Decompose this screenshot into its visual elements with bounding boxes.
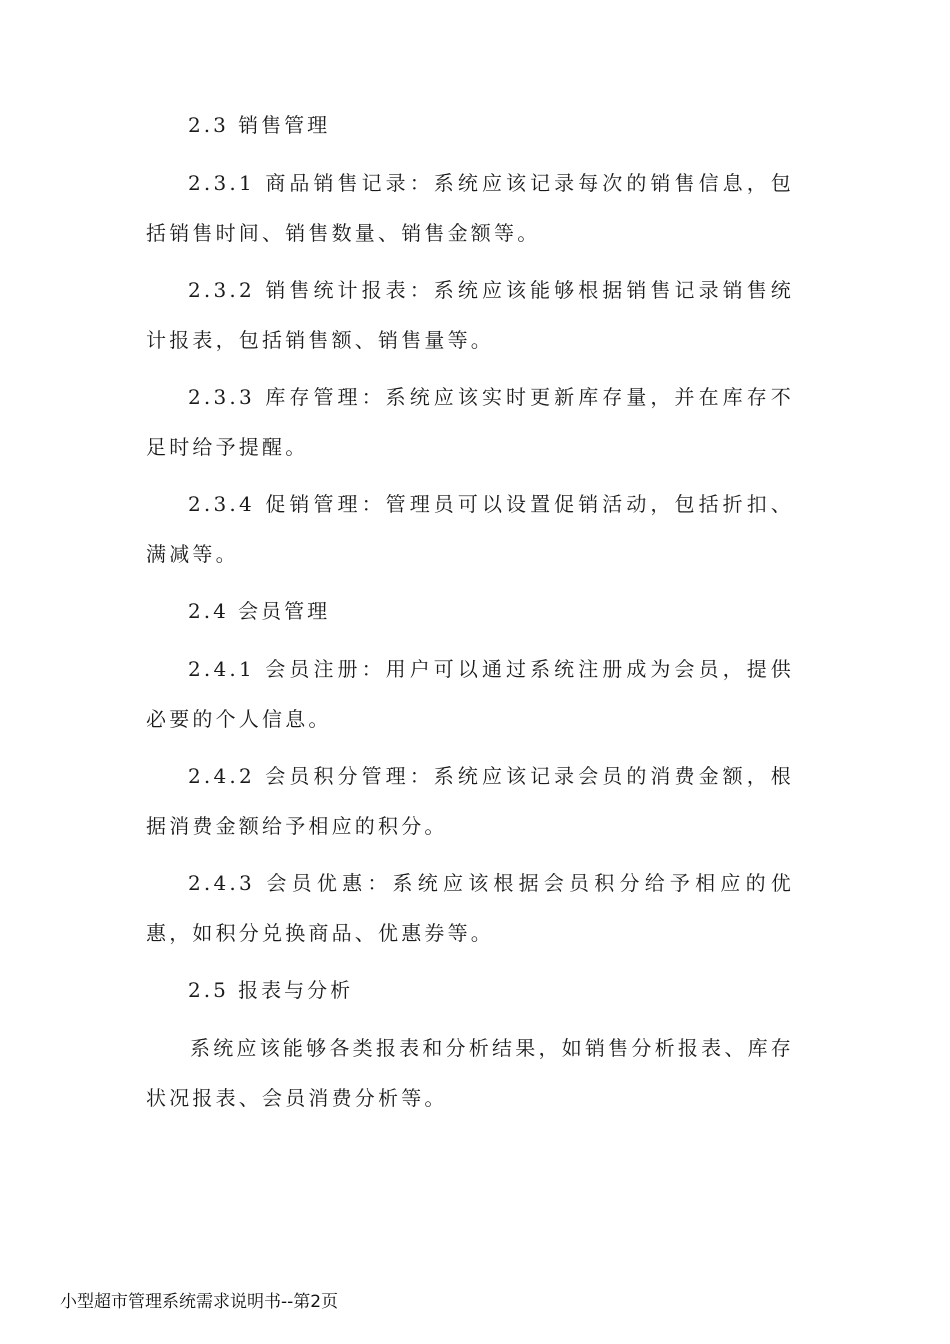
section-heading-2-3: 2.3 销售管理 — [188, 113, 331, 137]
paragraph-2-3-1: 2.3.1 商品销售记录：系统应该记录每次的销售信息，包括销售时间、销售数量、销售金额等。 — [146, 171, 794, 245]
paragraph-2-3-4: 2.3.4 促销管理：管理员可以设置促销活动，包括折扣、满减等。 — [146, 492, 794, 566]
paragraph-2-4-2: 2.4.2 会员积分管理：系统应该记录会员的消费金额，根据消费金额给予相应的积分。 — [146, 764, 794, 838]
paragraph-2-5: 系统应该能够各类报表和分析结果，如销售分析报表、库存状况报表、会员消费分析等。 — [146, 1036, 794, 1110]
paragraph-2-3-2: 2.3.2 销售统计报表：系统应该能够根据销售记录销售统计报表，包括销售额、销售量等。 — [146, 278, 794, 352]
paragraph-2-3-3: 2.3.3 库存管理：系统应该实时更新库存量，并在库存不足时给予提醒。 — [146, 385, 794, 459]
paragraph-2-4-3: 2.4.3 会员优惠：系统应该根据会员积分给予相应的优惠，如积分兑换商品、优惠券等。 — [146, 871, 794, 945]
section-heading-2-4: 2.4 会员管理 — [188, 599, 331, 623]
section-heading-2-5: 2.5 报表与分析 — [188, 978, 354, 1002]
paragraph-2-4-1: 2.4.1 会员注册：用户可以通过系统注册成为会员，提供必要的个人信息。 — [146, 657, 794, 731]
page-footer: 小型超市管理系统需求说明书--第2页 — [60, 1292, 339, 1312]
document-body — [146, 108, 794, 1138]
